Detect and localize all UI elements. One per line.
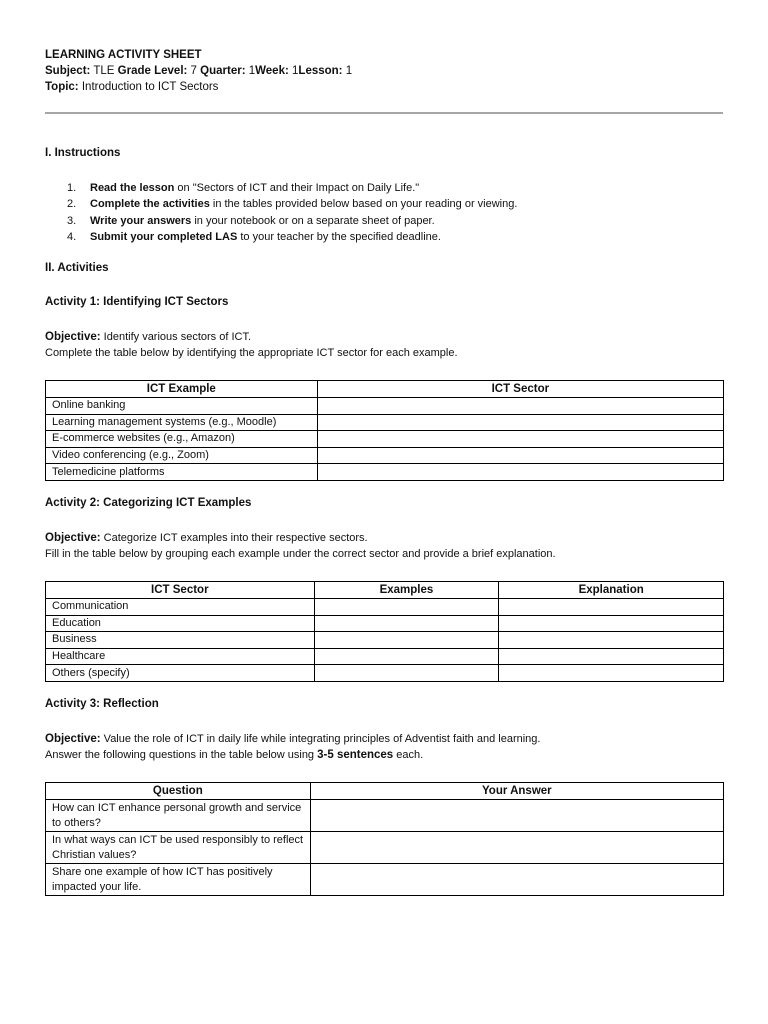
list-item-bold: Complete the activities [90, 198, 210, 211]
activity1-title: Activity 1: Identifying ICT Sectors [45, 296, 229, 308]
list-item-text: in your notebook or on a separate sheet of paper. [191, 214, 435, 227]
document-header [45, 47, 352, 95]
table-row [46, 864, 724, 896]
list-item [45, 180, 685, 196]
list-item [45, 213, 685, 229]
answer-cell[interactable] [317, 464, 723, 481]
instructions-heading: I. Instructions [45, 147, 121, 159]
table-row [46, 832, 724, 864]
answer-cell[interactable] [314, 648, 499, 665]
answer-cell[interactable] [317, 431, 723, 448]
list-item-number: 2. [67, 198, 77, 211]
list-item [45, 196, 685, 212]
answer-cell[interactable] [499, 648, 724, 665]
table-header-row [46, 783, 724, 800]
activity2-table [45, 581, 724, 682]
table-cell: Education [46, 615, 315, 632]
answer-cell[interactable] [314, 615, 499, 632]
objective-text: Identify various sectors of ICT. [103, 331, 252, 343]
objective-text: Value the role of ICT in daily life while integrating principles of Adventist faith and learning. [103, 733, 541, 745]
table-row [46, 632, 724, 649]
table-cell: Communication [46, 599, 315, 616]
column-header: Question [46, 783, 311, 800]
answer-cell[interactable] [499, 599, 724, 616]
instructions-list [45, 180, 685, 245]
answer-cell[interactable] [314, 599, 499, 616]
column-header: ICT Sector [317, 381, 723, 398]
activity2-instruction: Fill in the table below by grouping each example under the correct sector and provide a brief explanation. [45, 548, 556, 560]
topic-label: Topic: [45, 81, 79, 93]
activity2-title: Activity 2: Categorizing ICT Examples [45, 497, 252, 509]
list-item-bold: Write your answers [90, 214, 192, 227]
list-item-bold: Read the lesson [90, 182, 175, 194]
table-row [46, 800, 724, 832]
list-item-text: in the tables provided below based on your reading or viewing. [209, 198, 518, 211]
header-divider [45, 112, 723, 114]
activity3-title: Activity 3: Reflection [45, 698, 159, 710]
grade-label: Grade Level: [117, 65, 188, 77]
list-item-number: 4. [67, 230, 77, 243]
column-header: Your Answer [310, 783, 723, 800]
subject-value: TLE [93, 65, 115, 77]
table-header-row [46, 381, 724, 398]
table-row [46, 615, 724, 632]
objective-label: Objective: [45, 331, 101, 343]
table-row [46, 599, 724, 616]
lesson-label: Lesson: [298, 65, 343, 77]
column-header: Explanation [499, 582, 724, 599]
list-item [45, 229, 685, 245]
activities-heading: II. Activities [45, 262, 109, 274]
week-label: Week: [255, 65, 289, 77]
column-header: ICT Sector [46, 582, 315, 599]
table-row [46, 665, 724, 682]
question-cell: How can ICT enhance personal growth and service to others? [46, 800, 311, 832]
activity1-table [45, 380, 724, 481]
list-item-text: on "Sectors of ICT and their Impact on Daily Life." [174, 182, 420, 194]
answer-cell[interactable] [499, 615, 724, 632]
column-header: ICT Example [46, 381, 318, 398]
activity1-objective [45, 329, 251, 345]
list-item-number: 3. [67, 214, 77, 227]
answer-cell[interactable] [314, 632, 499, 649]
activity2-objective [45, 530, 368, 546]
activity3-table [45, 782, 724, 896]
lesson-value: 1 [345, 65, 353, 77]
table-row [46, 648, 724, 665]
table-cell: Others (specify) [46, 665, 315, 682]
activity1-instruction: Complete the table below by identifying the appropriate ICT sector for each example. [45, 347, 458, 359]
objective-label: Objective: [45, 532, 101, 544]
table-header-row [46, 582, 724, 599]
activity3-objective [45, 731, 540, 747]
objective-text: Categorize ICT examples into their respective sectors. [103, 532, 368, 544]
table-cell: Business [46, 632, 315, 649]
list-item-text: to your teacher by the specified deadline. [237, 230, 441, 243]
week-value: 1 [292, 65, 299, 77]
table-cell: E-commerce websites (e.g., Amazon) [46, 431, 318, 448]
table-row [46, 464, 724, 481]
grade-value: 7 [190, 65, 197, 77]
activity3-instruction [45, 747, 423, 763]
objective-label: Objective: [45, 733, 101, 745]
question-cell: Share one example of how ICT has positively impacted your life. [46, 864, 311, 896]
instruction-text-end: each. [393, 749, 424, 761]
list-item-number: 1. [67, 182, 77, 194]
answer-cell[interactable] [317, 414, 723, 431]
answer-cell[interactable] [499, 632, 724, 649]
answer-cell[interactable] [499, 665, 724, 682]
quarter-value: 1 [248, 65, 256, 77]
table-cell: Telemedicine platforms [46, 464, 318, 481]
list-item-bold: Submit your completed LAS [90, 230, 238, 243]
question-cell: In what ways can ICT be used responsibly to reflect Christian values? [46, 832, 311, 864]
table-cell: Video conferencing (e.g., Zoom) [46, 447, 318, 464]
subject-label: Subject: [45, 65, 91, 77]
table-row [46, 447, 724, 464]
table-row [46, 414, 724, 431]
answer-cell[interactable] [317, 447, 723, 464]
answer-cell[interactable] [314, 665, 499, 682]
document-title: LEARNING ACTIVITY SHEET [45, 49, 202, 61]
answer-cell[interactable] [317, 398, 723, 415]
instruction-text: Answer the following questions in the table below using [45, 749, 318, 761]
table-row [46, 431, 724, 448]
answer-cell[interactable] [310, 832, 723, 864]
quarter-label: Quarter: [200, 65, 246, 77]
table-row [46, 398, 724, 415]
instruction-emphasis: 3-5 sentences [317, 749, 394, 761]
table-cell: Learning management systems (e.g., Moodle) [46, 414, 318, 431]
column-header: Examples [314, 582, 499, 599]
answer-cell[interactable] [310, 864, 723, 896]
topic-value: Introduction to ICT Sectors [81, 81, 219, 93]
table-cell: Online banking [46, 398, 318, 415]
answer-cell[interactable] [310, 800, 723, 832]
table-cell: Healthcare [46, 648, 315, 665]
